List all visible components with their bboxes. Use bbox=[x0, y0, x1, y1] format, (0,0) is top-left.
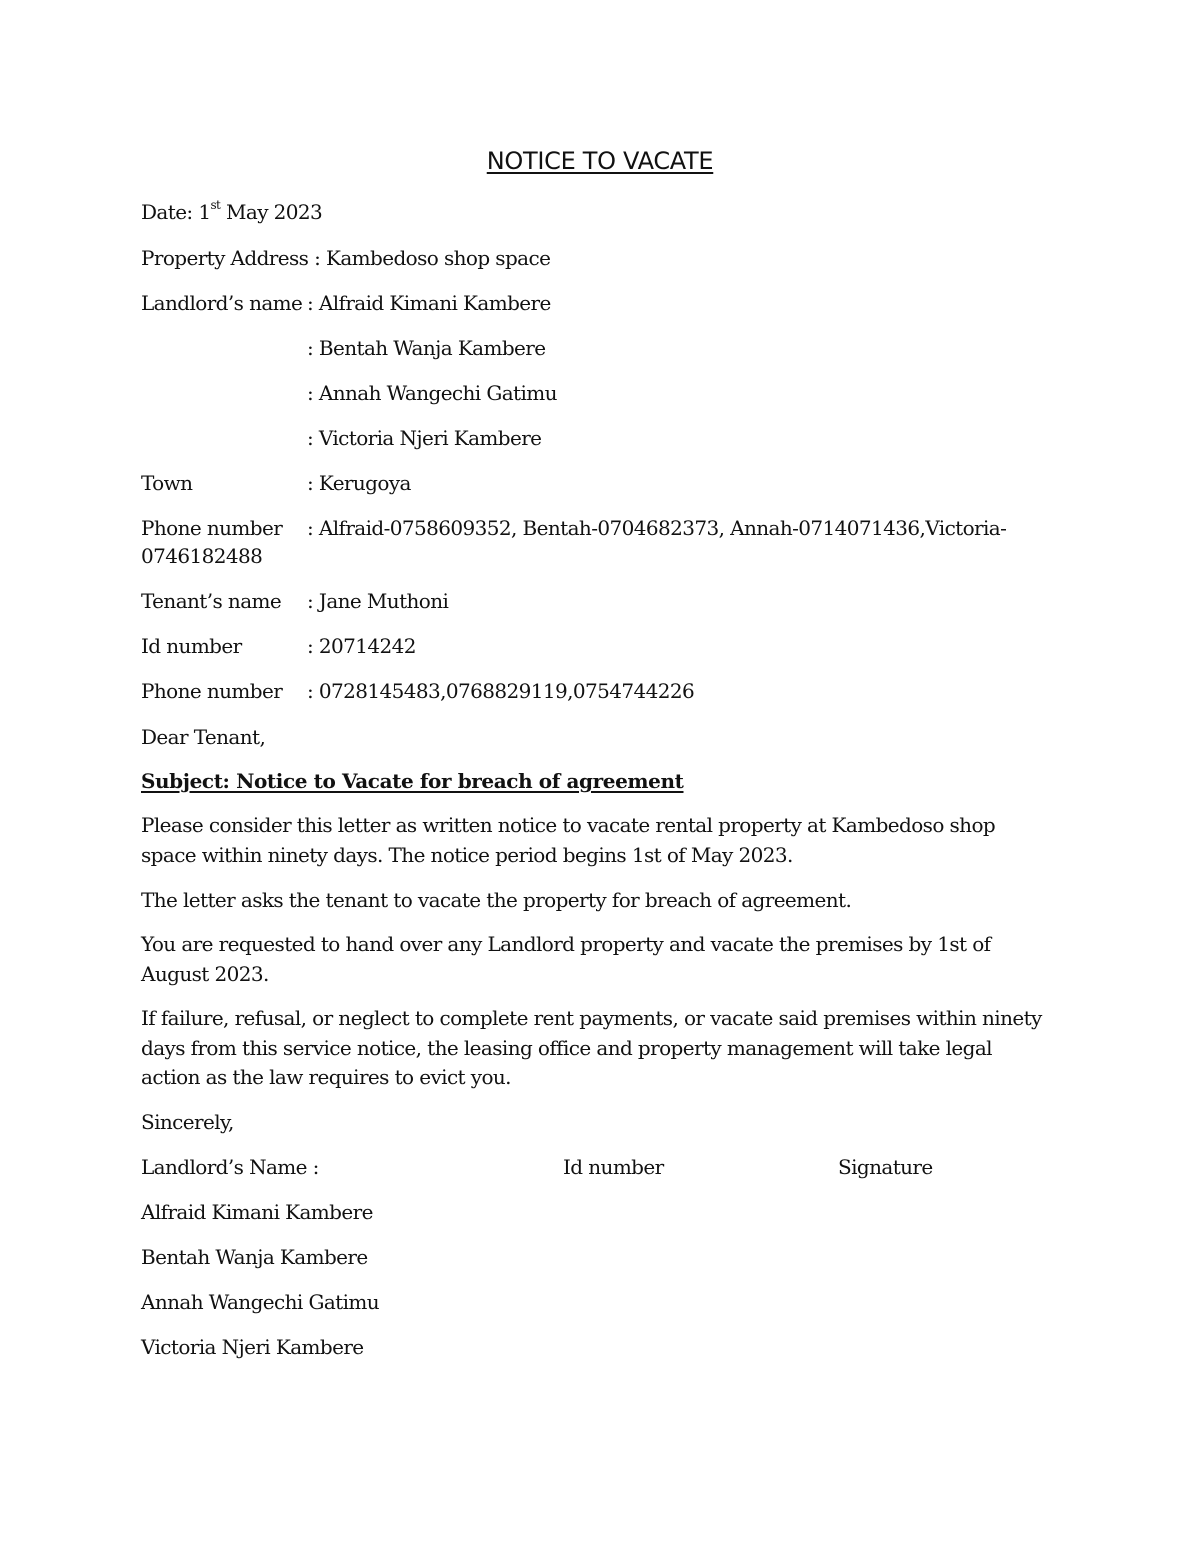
signatory-4: Victoria Njeri Kambere bbox=[141, 1335, 364, 1359]
paragraph-1: Please consider this letter as written notice to vacate rental property at Kambedoso shop space within ninety days. The notice period begins 1st of May 2023. bbox=[141, 813, 996, 867]
landlord-phone-value: : Alfraid-0758609352, Bentah-0704682373, Annah-0714071436,Victoria- bbox=[307, 516, 1007, 540]
tenant-name-value: : Jane Muthoni bbox=[307, 589, 449, 613]
id-number-value: : 20714242 bbox=[307, 634, 416, 658]
landlord-phone-continued: 0746182488 bbox=[141, 544, 263, 568]
town-label: Town bbox=[141, 471, 193, 495]
signature-header-id: Id number bbox=[563, 1155, 664, 1179]
tenant-name-label: Tenant’s name bbox=[141, 589, 282, 613]
landlord-name-1: : Alfraid Kimani Kambere bbox=[307, 291, 551, 315]
signature-header-name: Landlord’s Name : bbox=[141, 1155, 319, 1179]
property-address-line: Property Address : Kambedoso shop space bbox=[141, 246, 551, 270]
paragraph-4: If failure, refusal, or neglect to complete rent payments, or vacate said premises within ninety days from this service notice, the leasing office and property management will take legal action as the law requires to evict you. bbox=[141, 1006, 1042, 1089]
signatory-1: Alfraid Kimani Kambere bbox=[141, 1200, 373, 1224]
date-line bbox=[141, 198, 322, 226]
date-suffix: May 2023 bbox=[220, 200, 323, 224]
landlord-name-label: Landlord’s name bbox=[141, 291, 303, 315]
landlord-name-4: : Victoria Njeri Kambere bbox=[307, 426, 542, 450]
paragraph-3: You are requested to hand over any Landlord property and vacate the premises by 1st of August 2023. bbox=[141, 932, 991, 986]
paragraph-2: The letter asks the tenant to vacate the property for breach of agreement. bbox=[141, 888, 852, 912]
salutation: Dear Tenant, bbox=[141, 725, 266, 749]
document-title: NOTICE TO VACATE bbox=[486, 147, 714, 175]
landlord-name-2: : Bentah Wanja Kambere bbox=[307, 336, 546, 360]
subject-line: Subject: Notice to Vacate for breach of agreement bbox=[141, 769, 684, 793]
signatory-3: Annah Wangechi Gatimu bbox=[141, 1290, 380, 1314]
tenant-phone-value: : 0728145483,0768829119,0754744226 bbox=[307, 679, 695, 703]
signature-header-signature: Signature bbox=[838, 1155, 933, 1179]
town-value: : Kerugoya bbox=[307, 471, 411, 495]
landlord-name-3: : Annah Wangechi Gatimu bbox=[307, 381, 557, 405]
tenant-phone-label: Phone number bbox=[141, 679, 283, 703]
id-number-label: Id number bbox=[141, 634, 242, 658]
landlord-phone-label: Phone number bbox=[141, 516, 283, 540]
date-superscript: st bbox=[210, 198, 221, 213]
closing: Sincerely, bbox=[141, 1110, 234, 1134]
date-prefix: Date: 1 bbox=[141, 200, 211, 224]
signatory-2: Bentah Wanja Kambere bbox=[141, 1245, 368, 1269]
